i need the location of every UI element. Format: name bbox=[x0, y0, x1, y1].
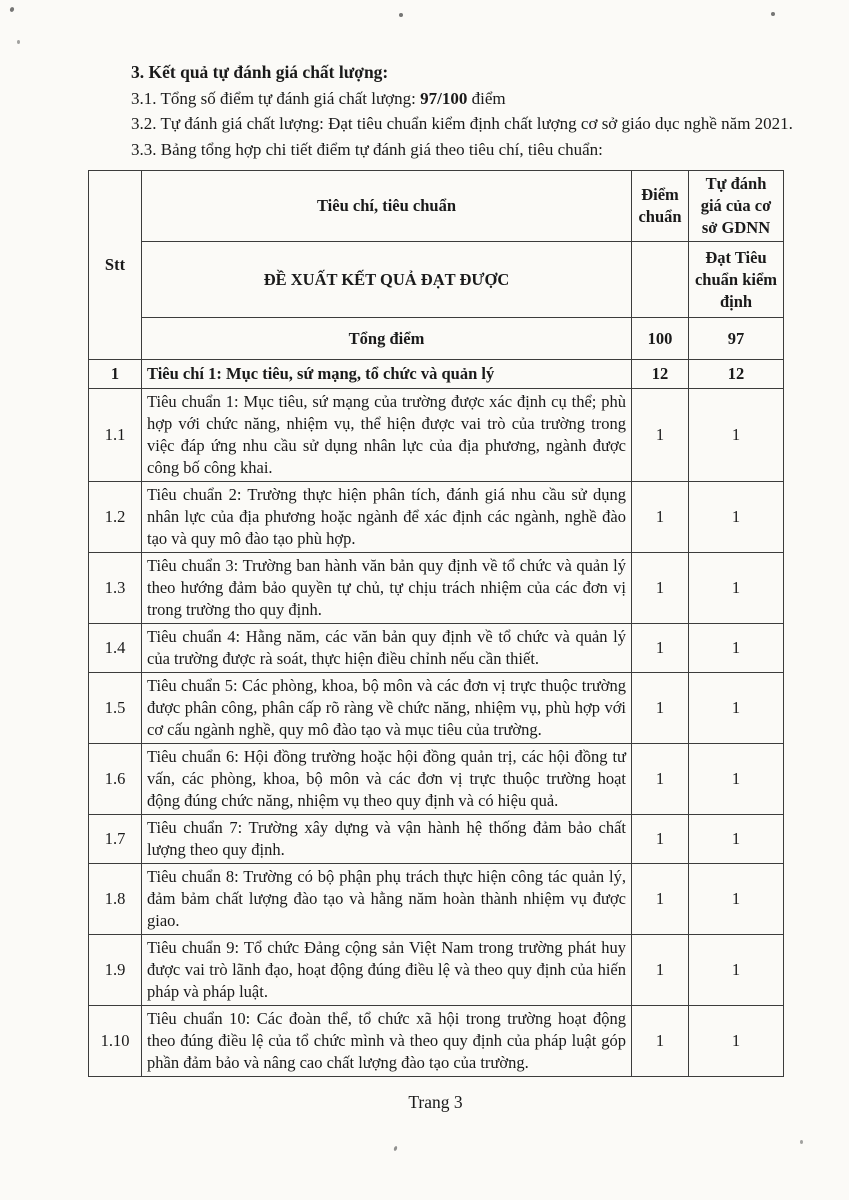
self-score-cell: 1 bbox=[689, 864, 784, 935]
stt-cell: 1.5 bbox=[89, 673, 142, 744]
total-score-line bbox=[88, 86, 808, 112]
criteria-cell: Tiêu chuẩn 2: Trường thực hiện phân tích, đánh giá nhu cầu sử dụng nhân lực của địa phương hoặc ngành để xác định các ngành, nghề đào tạo và quy mô đào tạo phù hợp. bbox=[142, 482, 632, 553]
header-stt: Stt bbox=[89, 171, 142, 360]
intro-section bbox=[88, 60, 808, 162]
score-cell: 1 bbox=[632, 935, 689, 1006]
total-score-row bbox=[89, 318, 784, 360]
header-self-assessment: Tự đánh giá của cơ sở GDNN bbox=[689, 171, 784, 242]
total-standard-score: 100 bbox=[632, 318, 689, 360]
table-row bbox=[89, 482, 784, 553]
table-row bbox=[89, 673, 784, 744]
table-row bbox=[89, 864, 784, 935]
assessment-table bbox=[88, 170, 784, 1077]
stt-cell: 1.1 bbox=[89, 389, 142, 482]
table-header-row-2 bbox=[89, 242, 784, 318]
score-cell: 1 bbox=[632, 1006, 689, 1077]
self-score-cell: 1 bbox=[689, 1006, 784, 1077]
header-meets-standard: Đạt Tiêu chuẩn kiểm định bbox=[689, 242, 784, 318]
table-row bbox=[89, 360, 784, 389]
self-score-cell: 12 bbox=[689, 360, 784, 389]
table-row bbox=[89, 624, 784, 673]
stt-cell: 1.10 bbox=[89, 1006, 142, 1077]
self-score-cell: 1 bbox=[689, 482, 784, 553]
criteria-cell: Tiêu chuẩn 5: Các phòng, khoa, bộ môn và các đơn vị trực thuộc trường được phân công, phân cấp rõ ràng về chức năng, nhiệm vụ, phù hợp với cơ cấu ngành nghề, quy mô đào tạo và mục tiêu của trường. bbox=[142, 673, 632, 744]
table-row bbox=[89, 389, 784, 482]
stt-cell: 1.9 bbox=[89, 935, 142, 1006]
header-empty-cell bbox=[632, 242, 689, 318]
stt-cell: 1.6 bbox=[89, 744, 142, 815]
score-cell: 1 bbox=[632, 553, 689, 624]
self-score-cell: 1 bbox=[689, 935, 784, 1006]
criteria-cell: Tiêu chuẩn 10: Các đoàn thể, tổ chức xã hội trong trường hoạt động theo đúng điều lệ của tổ chức mình và theo quy định của pháp luật góp phần đảm bảo và nâng cao chất lượng đào tạo của trường. bbox=[142, 1006, 632, 1077]
total-score-value: 97/100 bbox=[420, 88, 468, 108]
criteria-cell: Tiêu chuẩn 6: Hội đồng trường hoặc hội đồng quản trị, các hội đồng tư vấn, các phòng, khoa, bộ môn và các đơn vị trực thuộc trường hoạt động đúng chức năng, nhiệm vụ theo quy định và có hiệu quả. bbox=[142, 744, 632, 815]
criteria-cell: Tiêu chuẩn 1: Mục tiêu, sứ mạng của trường được xác định cụ thể; phù hợp với chức năng, nhiệm vụ, thể hiện được vai trò của trường trong việc đáp ứng nhu cầu sử dụng nhân lực của địa phương, ngành được công bố công khai. bbox=[142, 389, 632, 482]
score-cell: 1 bbox=[632, 482, 689, 553]
scan-artifact bbox=[771, 12, 775, 16]
total-self-score: 97 bbox=[689, 318, 784, 360]
header-standard-score: Điểm chuẩn bbox=[632, 171, 689, 242]
section-heading: 3. Kết quả tự đánh giá chất lượng: bbox=[131, 62, 389, 82]
scan-artifact bbox=[9, 6, 15, 12]
scan-artifact bbox=[393, 1146, 398, 1152]
stt-cell: 1.2 bbox=[89, 482, 142, 553]
table-row bbox=[89, 744, 784, 815]
criteria-cell: Tiêu chuẩn 3: Trường ban hành văn bản quy định về tổ chức và quản lý theo hướng đảm bảo quyền tự chủ, tự chịu trách nhiệm của các đơn vị trong trường tho quy định. bbox=[142, 553, 632, 624]
table-header-row-1 bbox=[89, 171, 784, 242]
total-score-suffix: điểm bbox=[467, 88, 506, 108]
total-label: Tổng điểm bbox=[142, 318, 632, 360]
criteria-cell: Tiêu chuẩn 7: Trường xây dựng và vận hành hệ thống đảm bảo chất lượng theo quy định. bbox=[142, 815, 632, 864]
table-row bbox=[89, 553, 784, 624]
criteria-cell: Tiêu chuẩn 9: Tổ chức Đảng cộng sản Việt Nam trong trường phát huy được vai trò lãnh đạo, hoạt động đúng điều lệ và theo quy định của hiến pháp và pháp luật. bbox=[142, 935, 632, 1006]
scan-artifact bbox=[800, 1140, 803, 1144]
score-cell: 1 bbox=[632, 744, 689, 815]
header-proposed-result: ĐỀ XUẤT KẾT QUẢ ĐẠT ĐƯỢC bbox=[142, 242, 632, 318]
score-cell: 12 bbox=[632, 360, 689, 389]
stt-cell: 1.4 bbox=[89, 624, 142, 673]
self-score-cell: 1 bbox=[689, 624, 784, 673]
table-row bbox=[89, 935, 784, 1006]
score-cell: 1 bbox=[632, 864, 689, 935]
self-assessment-line: 3.2. Tự đánh giá chất lượng: Đạt tiêu chuẩn kiểm định chất lượng cơ sở giáo dục nghề năm 2021. bbox=[131, 114, 793, 133]
table-row bbox=[89, 815, 784, 864]
header-criteria: Tiêu chí, tiêu chuẩn bbox=[142, 171, 632, 242]
criteria-cell: Tiêu chuẩn 4: Hằng năm, các văn bản quy định về tổ chức và quản lý của trường được rà soát, thực hiện điều chỉnh nếu cần thiết. bbox=[142, 624, 632, 673]
criteria-cell: Tiêu chí 1: Mục tiêu, sứ mạng, tổ chức và quản lý bbox=[142, 360, 632, 389]
self-score-cell: 1 bbox=[689, 815, 784, 864]
self-score-cell: 1 bbox=[689, 553, 784, 624]
table-row bbox=[89, 1006, 784, 1077]
criteria-cell: Tiêu chuẩn 8: Trường có bộ phận phụ trách thực hiện công tác quản lý, đảm bảm chất lượng đào tạo và hằng năm hoàn thành nhiệm vụ được giao. bbox=[142, 864, 632, 935]
stt-cell: 1.8 bbox=[89, 864, 142, 935]
score-cell: 1 bbox=[632, 673, 689, 744]
score-cell: 1 bbox=[632, 815, 689, 864]
self-score-cell: 1 bbox=[689, 389, 784, 482]
total-score-prefix: 3.1. Tổng số điểm tự đánh giá chất lượng: bbox=[131, 88, 421, 108]
scan-artifact bbox=[399, 13, 403, 17]
self-score-cell: 1 bbox=[689, 673, 784, 744]
stt-cell: 1.3 bbox=[89, 553, 142, 624]
scan-artifact bbox=[17, 40, 20, 44]
table-intro-line: 3.3. Bảng tổng hợp chi tiết điểm tự đánh giá theo tiêu chí, tiêu chuẩn: bbox=[131, 139, 603, 159]
score-cell: 1 bbox=[632, 624, 689, 673]
self-score-cell: 1 bbox=[689, 744, 784, 815]
score-cell: 1 bbox=[632, 389, 689, 482]
stt-cell: 1 bbox=[89, 360, 142, 389]
page-number: Trang 3 bbox=[408, 1092, 463, 1112]
stt-cell: 1.7 bbox=[89, 815, 142, 864]
